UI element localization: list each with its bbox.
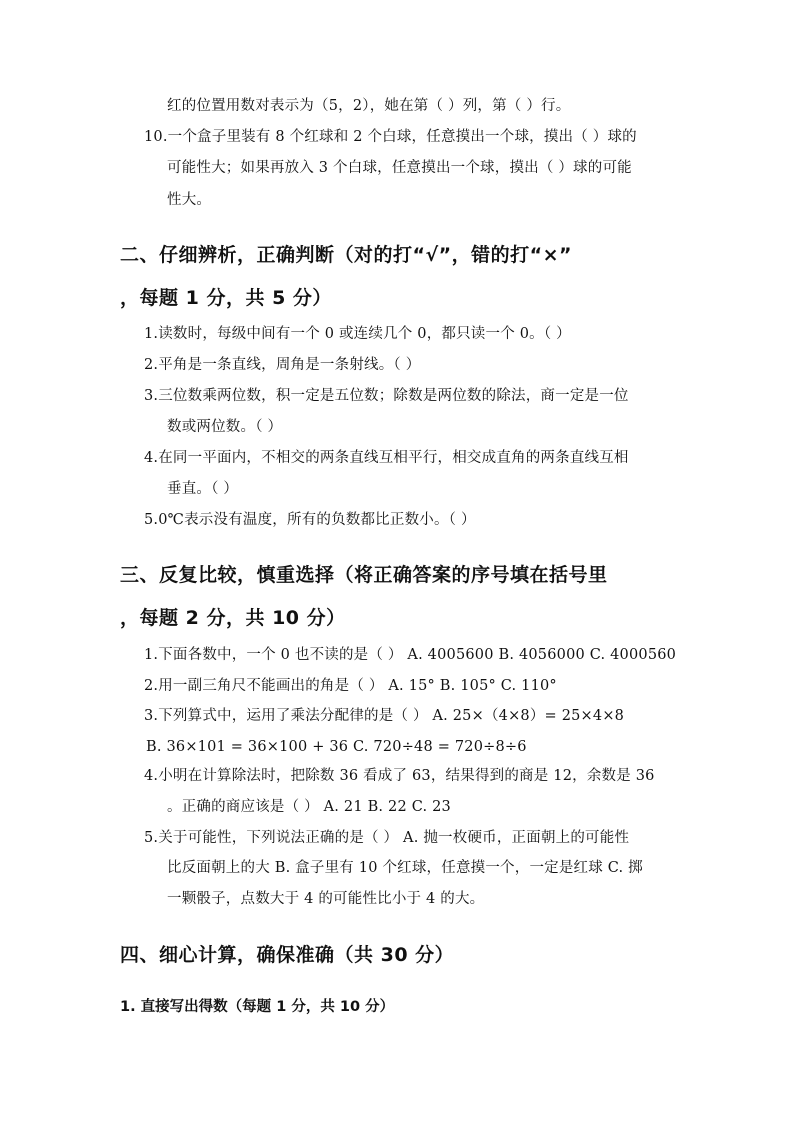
section-4-title: 四、细心计算，确保准确（共 30 分） [120,944,455,966]
section-3-question-5-line-2: 比反面朝上的大 B. 盒子里有 10 个红球，任意摸一个，一定是红球 C. 掷 [167,860,643,876]
section-2-question-1: 1.读数时，每级中间有一个 0 或连续几个 0，都只读一个 0。（ ） [144,326,571,342]
section-2-question-3-line-1: 3.三位数乘两位数，积一定是五位数；除数是两位数的除法，商一定是一位 [144,388,629,404]
question-10-line-2: 可能性大；如果再放入 3 个白球，任意摸出一个球，摸出（ ）球的可能 [167,160,632,176]
section-3-title-line-2: ，每题 2 分，共 10 分） [120,607,346,629]
section-3-question-2: 2.用一副三角尺不能画出的角是（ ） A. 15° B. 105° C. 110° [144,678,557,694]
section-3-question-1: 1.下面各数中，一个 0 也不读的是（ ） A. 4005600 B. 4056000 C. 4000560 [144,647,677,663]
section-3-title-line-1: 三、反复比较，慎重选择（将正确答案的序号填在括号里 [120,564,608,586]
section-2-question-4-line-2: 垂直。（ ） [167,481,239,497]
section-3-question-4-line-2: 。正确的商应该是（ ） A. 21 B. 22 C. 23 [167,799,451,815]
section-2-question-5: 5.0℃表示没有温度，所有的负数都比正数小。（ ） [144,512,476,528]
section-2-question-2: 2.平角是一条直线，周角是一条射线。（ ） [144,357,421,373]
question-10-line-1: 10.一个盒子里装有 8 个红球和 2 个白球，任意摸出一个球，摸出（ ）球的 [144,129,637,145]
question-9-continuation: 红的位置用数对表示为（5，2），她在第（ ）列，第（ ）行。 [167,98,571,114]
section-2-title-line-2: ，每题 1 分，共 5 分） [120,287,332,309]
section-2-question-4-line-1: 4.在同一平面内，不相交的两条直线互相平行，相交成直角的两条直线互相 [144,450,629,466]
section-3-question-5-line-3: 一颗骰子，点数大于 4 的可能性比小于 4 的大。 [167,891,485,907]
section-3-question-3-line-1: 3.下列算式中，运用了乘法分配律的是（ ） A. 25×（4×8）= 25×4×8 [144,708,625,724]
section-3-question-5-line-1: 5.关于可能性，下列说法正确的是（ ） A. 抛一枚硬币，正面朝上的可能性 [144,830,630,846]
section-3-question-3-line-2: B. 36×101 = 36×100 + 36 C. 720÷48 = 720÷8÷6 [146,739,527,755]
section-4-subheading-1: 1. 直接写出得数（每题 1 分，共 10 分） [120,999,395,1015]
section-2-question-3-line-2: 数或两位数。（ ） [167,419,283,435]
section-3-question-4-line-1: 4.小明在计算除法时，把除数 36 看成了 63，结果得到的商是 12，余数是 36 [144,768,655,784]
section-2-title-line-1: 二、仔细辨析，正确判断（对的打“√”，错的打“×” [120,244,573,266]
question-10-line-3: 性大。 [167,192,212,208]
